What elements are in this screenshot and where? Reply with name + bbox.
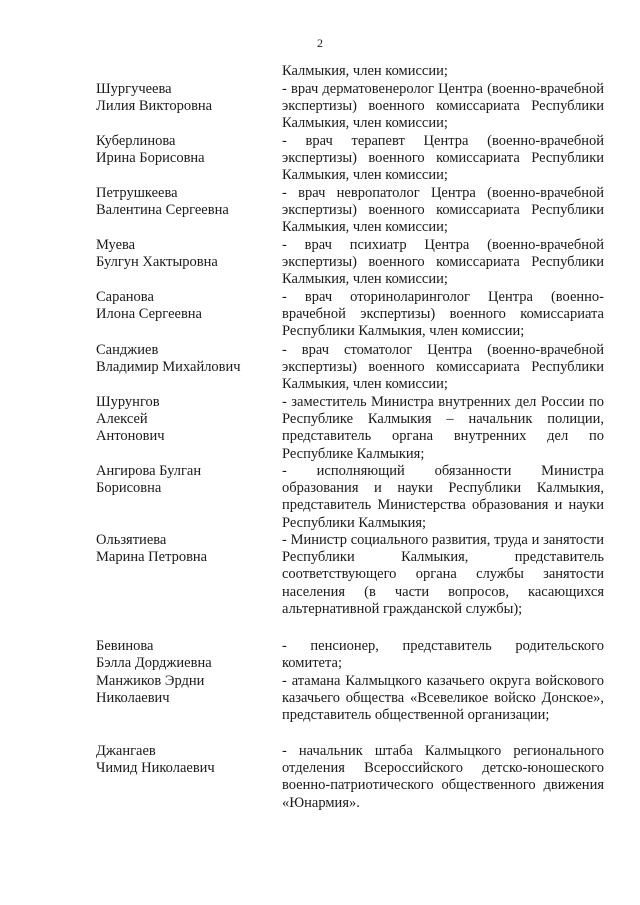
member-role: - заместитель Министра внутренних дел России по Республике Калмыкия – начальник полиции, представитель органа внутренних дел по Республике Калмыкия; [282, 394, 604, 462]
member-name-line: Ирина Борисовна [96, 150, 205, 167]
member-name [96, 237, 266, 271]
member-role: - врач дерматовенеролог Центра (военно-врачебной экспертизы) военного комиссариата Республики Калмыкия, член комиссии; [282, 81, 604, 132]
member-role: - врач невропатолог Центра (военно-врачебной экспертизы) военного комиссариата Республики Калмыкия, член комиссии; [282, 185, 604, 236]
member-name-line: Муева [96, 237, 136, 253]
continuation-line: Калмыкия, член комиссии; [282, 63, 448, 79]
member-name-line: Лилия Викторовна [96, 98, 213, 115]
member-name-line: Николаевич [96, 690, 170, 707]
member-name-line: Борисовна [96, 480, 162, 497]
member-name [96, 673, 266, 707]
member-name [96, 463, 266, 497]
member-name-line: Ангирова Булган [96, 463, 202, 479]
member-name [96, 133, 266, 167]
member-name-line: Куберлинова [96, 133, 176, 149]
page-number: 2 [317, 36, 323, 50]
member-name-line: Санджиев [96, 342, 159, 358]
member-name-line: Владимир Михайлович [96, 359, 241, 376]
member-name [96, 81, 266, 115]
member-name-line: Алексей [96, 411, 148, 428]
member-name [96, 185, 266, 219]
member-role: - исполняющий обязанности Министра образования и науки Республики Калмыкия, представитель Министерства образования и науки Республики Калмыкия; [282, 463, 604, 531]
member-name-line: Бэлла Дорджиевна [96, 655, 212, 672]
member-name-line: Чимид Николаевич [96, 760, 215, 777]
member-name [96, 394, 266, 446]
member-name-line: Булгун Хактыровна [96, 254, 218, 271]
member-name-line: Марина Петровна [96, 549, 208, 566]
member-name [96, 743, 266, 777]
member-name-line: Ользятиева [96, 532, 167, 548]
member-name-line: Петрушкеева [96, 185, 178, 201]
member-role: - врач стоматолог Центра (военно-врачебной экспертизы) военного комиссариата Республики Калмыкия, член комиссии; [282, 342, 604, 393]
member-name [96, 532, 266, 566]
member-name [96, 289, 266, 323]
member-role: - Министр социального развития, труда и занятости Республики Калмыкия, представитель соответствующего органа службы занятости населения (в части вопросов, касающихся альтернативной гражданской службы); [282, 532, 604, 617]
member-name-line: Шурунгов [96, 394, 160, 410]
member-name-line: Валентина Сергеевна [96, 202, 229, 219]
member-name [96, 342, 266, 376]
member-role: - пенсионер, представитель родительского комитета; [282, 638, 604, 672]
member-role: - врач психиатр Центра (военно-врачебной экспертизы) военного комиссариата Республики Калмыкия, член комиссии; [282, 237, 604, 288]
member-name-line: Илона Сергеевна [96, 306, 202, 323]
member-name-line: Манжиков Эрдни [96, 673, 205, 689]
member-name-line: Антонович [96, 428, 165, 445]
member-name-line: Бевинова [96, 638, 154, 654]
member-name-line: Джангаев [96, 743, 156, 759]
member-role: - врач оториноларинголог Центра (военно-врачебной экспертизы) военного комиссариата Республики Калмыкия, член комиссии; [282, 289, 604, 340]
member-name-line: Шургучеева [96, 81, 172, 97]
member-role: - атамана Калмыцкого казачьего округа войскового казачьего общества «Всевеликое войско Донское», представитель общественной организации; [282, 673, 604, 724]
member-name [96, 638, 266, 672]
member-role: - врач терапевт Центра (военно-врачебной экспертизы) военного комиссариата Республики Калмыкия, член комиссии; [282, 133, 604, 184]
member-name-line: Саранова [96, 289, 154, 305]
member-role: - начальник штаба Калмыцкого регионального отделения Всероссийского детско-юношеского военно-патриотического общественного движения «Юнармия». [282, 743, 604, 811]
